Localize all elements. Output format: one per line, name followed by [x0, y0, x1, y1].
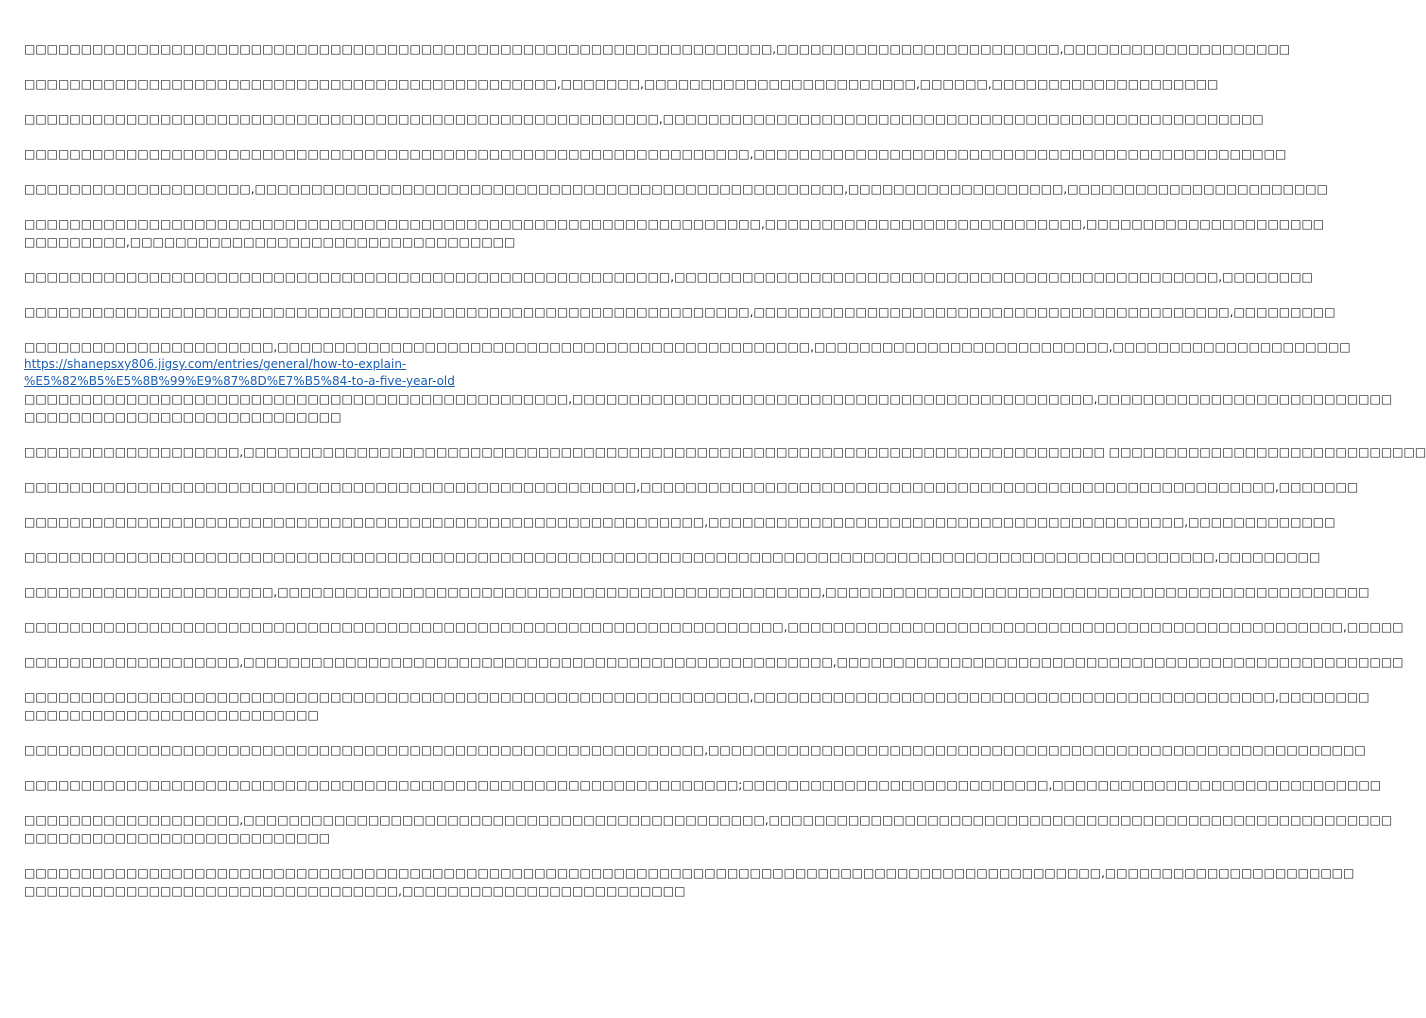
paragraph-line: □□□□□□□□□□□□□□□□□□□□□□□□□□□□□□□□□□□□□□□□□□□□□□□□□□□□□□,□□□□□□□□□□□□□□□□□□□□□□□□□□□□□□□□□□□□□□□□□□□□□□□□□□□□□□□□,□□□□□□□ — [24, 480, 1359, 494]
link-text-line: %E5%82%B5%E5%8B%99%E9%87%8D%E7%B5%84-to-a-five-year-old — [24, 374, 455, 388]
paragraph-line: □□□□□□□□□□□□□□□□□□□□□□□□□□□□□□□□□□□□□□□□□□□□□□□□□□□□□□□□□□□□□□□□□□,□□□□□□□□□□□□□□□□□□□□□□□□□,□□□□□□□□□□□□□□□□□□□□ — [24, 42, 1291, 56]
paragraph-line: □□□□□□□□□□□□□□□□□□□□□□□□□□□□□□□□□□□□□□□□□□□□□□□□□□□□□□□□□□□□,□□□□□□□□□□□□□□□□□□□□□□□□□□□□□□□□□□□□□□□□□□,□□□□□□□□□□□□□ — [24, 515, 1336, 529]
paragraph-line: □□□□□□□□□□□□□□□□□□□□□□□□□□□ — [24, 831, 331, 845]
paragraph-line: □□□□□□□□□,□□□□□□□□□□□□□□□□□□□□□□□□□□□□□□□□□□ — [24, 235, 516, 249]
link-text-line: https://shanepsxy806.jigsy.com/entries/general/how-to-explain- — [24, 357, 407, 371]
paragraph — [24, 303, 1336, 321]
paragraph-line: □□□□□□□□□□□□□□□□□□□□□□□□□□□□□□□□□□□□□□□□□□□□□□□□□□□□□□□□□□□□□□□□□□□□□□□□□□□□□□□□□□□□□□□□□□□□□□□□□□□□□□□□□,□□□□□□□□□ — [24, 550, 1321, 564]
paragraph — [24, 215, 1325, 251]
paragraph-line: □□□□□□□□□□□□□□□□□□□□□□□□□□□□□□□□□□□□□□□□□□□□□□□□□□□□□□□□□,□□□□□□□□□□□□□□□□□□□□□□□□□□□□□□□□□□□□□□□□□□□□□□□□,□□□□□□□□ — [24, 270, 1313, 284]
paragraph-line: □□□□□□□□□□□□□□□□□□□□□□,□□□□□□□□□□□□□□□□□□□□□□□□□□□□□□□□□□□□□□□□□□□□□□□,□□□□□□□□□□□□□□□□□□□□□□□□□□,□□□□□□□□□□□□□□□□□□□□□ — [24, 340, 1351, 354]
paragraph-line: □□□□□□□□□□□□□□□□□□□□□□□□□□□□□□□□□□□□□□□□□□□□□□□□□□□□□□□□□□□□□□□□□,□□□□□□□□□□□□□□□□□□□□□□□□□□□□,□□□□□□□□□□□□□□□□□□□□□ — [24, 217, 1325, 231]
paragraph — [24, 548, 1321, 566]
paragraph — [24, 583, 1370, 601]
paragraph — [24, 110, 1264, 128]
paragraph-line: □□□□□□□□□□□□□□□□□□□□,□□□□□□□□□□□□□□□□□□□□□□□□□□□□□□□□□□□□□□□□□□□□□□□□□□□□,□□□□□□□□□□□□□□□□□□□,□□□□□□□□□□□□□□□□□□□□□□□ — [24, 182, 1328, 196]
paragraph — [24, 478, 1359, 496]
paragraph-line: □□□□□□□□□□□□□□□□□□□□□□□□□□ — [24, 708, 319, 722]
paragraph — [24, 688, 1370, 724]
paragraph-line: □□□□□□□□□□□□□□□□□□□□□□,□□□□□□□□□□□□□□□□□□□□□□□□□□□□□□□□□□□□□□□□□□□□□□□□,□□□□□□□□□□□□□□□□□□□□□□□□□□□□□□□□□□□□□□□□□□□□□□□□ — [24, 585, 1370, 599]
paragraph-line: □□□□□□□□□□□□□□□□□□□,□□□□□□□□□□□□□□□□□□□□□□□□□□□□□□□□□□□□□□□□□□□□□□,□□□□□□□□□□□□□□□□□□□□□□□□□□□□□□□□□□□□□□□□□□□□□□□□□□□□□□□ — [24, 813, 1393, 827]
paragraph — [24, 864, 1355, 900]
paragraph — [24, 338, 1393, 426]
paragraph-line: □□□□□□□□□□□□□□□□□□□□□□□□□□□□□□□□□□□□□□□□□□□□□□□□□□□□□□□□□□□□□□□;□□□□□□□□□□□□□□□□□□□□□□□□□□□,□□□□□□□□□□□□□□□□□□□□□□□□□□□□□ — [24, 778, 1382, 792]
paragraph-line: □□□□□□□□□□□□□□□□□□□□□□□□□□□□□□□□□□□□□□□□□□□□□□□□□□□□□□□□□□□□□□□□□□□□□□□□□□□□□□□□□□□□□□□□□□□□□□□,□□□□□□□□□□□□□□□□□□□□□□ — [24, 866, 1355, 880]
paragraph-line: □□□□□□□□□□□□□□□□□□□□□□□□□□□□□□□□□□□□□□□□□□□□□□□□□□□□□□□□□□□□□□□□,□□□□□□□□□□□□□□□□□□□□□□□□□□□□□□□□□□□□□□□□□□,□□□□□□□□□ — [24, 305, 1336, 319]
paragraph-line: □□□□□□□□□□□□□□□□□□□□□□□□□□□□□□□□□,□□□□□□□□□□□□□□□□□□□□□□□□□ — [24, 884, 686, 898]
paragraph — [24, 268, 1313, 286]
paragraph-line: □□□□□□□□□□□□□□□□□□□,□□□□□□□□□□□□□□□□□□□□□□□□□□□□□□□□□□□□□□□□□□□□□□□□□□□□□□□□□□□□□□□□□□□□□□□□□□□□ □□□□□□□□□□□□□□□□□□□□□□□□□□□□ — [24, 445, 1426, 459]
document-body — [24, 40, 1426, 917]
paragraph — [24, 145, 1287, 163]
paragraph — [24, 40, 1291, 58]
paragraph-line: □□□□□□□□□□□□□□□□□□□□□□□□□□□□□□□□□□□□□□□□□□□□□□□□□□□□□□□□□□□□□□□□,□□□□□□□□□□□□□□□□□□□□□□□□□□□□□□□□□□□□□□□□□□□□□□,□□□□□□□□ — [24, 690, 1370, 704]
paragraph — [24, 741, 1366, 759]
paragraph — [24, 653, 1404, 671]
paragraph-line: □□□□□□□□□□□□□□□□□□□□□□□□□□□□□□□□□□□□□□□□□□□□□□□□□□□□□□□□□□□□□□□□,□□□□□□□□□□□□□□□□□□□□□□□□□□□□□□□□□□□□□□□□□□□□□□□ — [24, 147, 1287, 161]
paragraph-line: □□□□□□□□□□□□□□□□□□□□□□□□□□□□ — [24, 410, 342, 424]
paragraph-line: □□□□□□□□□□□□□□□□□□□□□□□□□□□□□□□□□□□□□□□□□□□□□□□□,□□□□□□□□□□□□□□□□□□□□□□□□□□□□□□□□□□□□□□□□□□□□□□,□□□□□□□□□□□□□□□□□□□□□□□□□□ — [24, 392, 1393, 406]
paragraph — [24, 618, 1404, 636]
article-link[interactable] — [24, 356, 696, 390]
paragraph-line: □□□□□□□□□□□□□□□□□□□□□□□□□□□□□□□□□□□□□□□□□□□□□□□□□□□□□□□□□□□□,□□□□□□□□□□□□□□□□□□□□□□□□□□□□□□□□□□□□□□□□□□□□□□□□□□□□□□□□□□ — [24, 743, 1366, 757]
paragraph-line: □□□□□□□□□□□□□□□□□□□□□□□□□□□□□□□□□□□□□□□□□□□□□□□,□□□□□□□,□□□□□□□□□□□□□□□□□□□□□□□□,□□□□□□,□□□□□□□□□□□□□□□□□□□□ — [24, 77, 1219, 91]
paragraph — [24, 443, 1426, 461]
paragraph-line: □□□□□□□□□□□□□□□□□□□□□□□□□□□□□□□□□□□□□□□□□□□□□□□□□□□□□□□□,□□□□□□□□□□□□□□□□□□□□□□□□□□□□□□□□□□□□□□□□□□□□□□□□□□□□□ — [24, 112, 1264, 126]
paragraph — [24, 75, 1219, 93]
paragraph — [24, 811, 1393, 847]
paragraph-line: □□□□□□□□□□□□□□□□□□□□□□□□□□□□□□□□□□□□□□□□□□□□□□□□□□□□□□□□□□□□□□□□□□□,□□□□□□□□□□□□□□□□□□□□□□□□□□□□□□□□□□□□□□□□□□□□□□□□□,□□□□□ — [24, 620, 1404, 634]
paragraph — [24, 513, 1336, 531]
paragraph — [24, 776, 1382, 794]
paragraph — [24, 180, 1328, 198]
paragraph-line: □□□□□□□□□□□□□□□□□□□,□□□□□□□□□□□□□□□□□□□□□□□□□□□□□□□□□□□□□□□□□□□□□□□□□□□□,□□□□□□□□□□□□□□□□□□□□□□□□□□□□□□□□□□□□□□□□□□□□□□□□□□ — [24, 655, 1404, 669]
